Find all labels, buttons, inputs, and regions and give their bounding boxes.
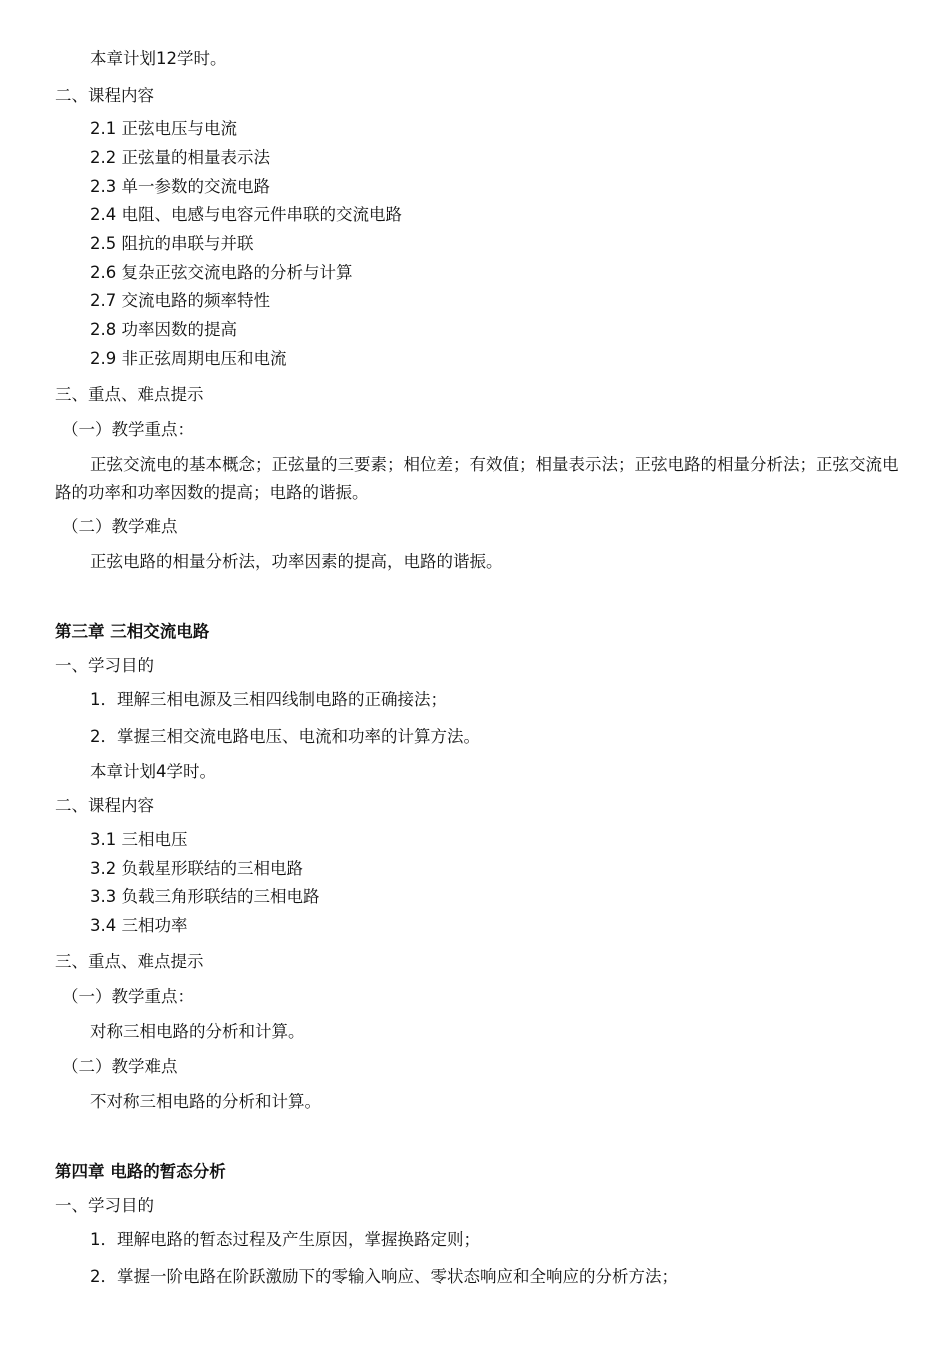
ch3-focus-title: （一）教学重点： [62, 987, 194, 1006]
ch3-content-item: 3.2 负载星形联结的三相电路 [90, 859, 303, 878]
ch3-focus-text: 对称三相电路的分析和计算。 [90, 1022, 305, 1041]
ch2-content-item: 2.2 正弦量的相量表示法 [90, 148, 270, 167]
ch2-key-title: 三、重点、难点提示 [55, 385, 204, 404]
ch3-title: 第三章 三相交流电路 [55, 622, 210, 641]
ch3-content-item: 3.4 三相功率 [90, 916, 188, 935]
ch2-content-item: 2.7 交流电路的频率特性 [90, 291, 270, 310]
ch3-difficulty-title: （二）教学难点 [62, 1057, 178, 1076]
ch3-content-item: 3.1 三相电压 [90, 830, 188, 849]
ch3-goal: 1．理解三相电源及三相四线制电路的正确接法； [90, 690, 447, 709]
ch4-goal: 1．理解电路的暂态过程及产生原因，掌握换路定则； [90, 1230, 480, 1249]
ch2-focus-text: 正弦交流电的基本概念；正弦量的三要素；相位差；有效值；相量表示法；正弦电路的相量分析法；正弦交流电路的功率和功率因数的提高；电路的谐振。 [55, 455, 899, 502]
ch2-content-title: 二、课程内容 [55, 86, 154, 105]
ch2-difficulty-title: （二）教学难点 [62, 517, 178, 536]
ch2-focus-title: （一）教学重点： [62, 420, 194, 439]
ch2-content-item: 2.5 阻抗的串联与并联 [90, 234, 254, 253]
ch4-title: 第四章 电路的暂态分析 [55, 1162, 226, 1181]
ch3-key-title: 三、重点、难点提示 [55, 952, 204, 971]
ch2-difficulty-text: 正弦电路的相量分析法，功率因素的提高，电路的谐振。 [90, 552, 503, 571]
ch3-goal: 2．掌握三相交流电路电压、电流和功率的计算方法。 [90, 727, 480, 746]
ch3-content-item: 3.3 负载三角形联结的三相电路 [90, 887, 320, 906]
ch2-content-item: 2.3 单一参数的交流电路 [90, 177, 270, 196]
ch2-content-item: 2.9 非正弦周期电压和电流 [90, 349, 287, 368]
ch3-goal-title: 一、学习目的 [55, 656, 154, 675]
ch2-content-item: 2.1 正弦电压与电流 [90, 119, 237, 138]
ch3-hours: 本章计划4学时。 [90, 762, 216, 781]
ch4-goal: 2．掌握一阶电路在阶跃激励下的零输入响应、零状态响应和全响应的分析方法； [90, 1267, 678, 1286]
ch2-content-item: 2.6 复杂正弦交流电路的分析与计算 [90, 263, 353, 282]
ch2-content-item: 2.4 电阻、电感与电容元件串联的交流电路 [90, 205, 402, 224]
ch3-difficulty-text: 不对称三相电路的分析和计算。 [90, 1092, 321, 1111]
ch2-content-item: 2.8 功率因数的提高 [90, 320, 237, 339]
ch4-goal-title: 一、学习目的 [55, 1196, 154, 1215]
ch2-hours: 本章计划12学时。 [90, 49, 227, 68]
ch3-content-title: 二、课程内容 [55, 796, 154, 815]
